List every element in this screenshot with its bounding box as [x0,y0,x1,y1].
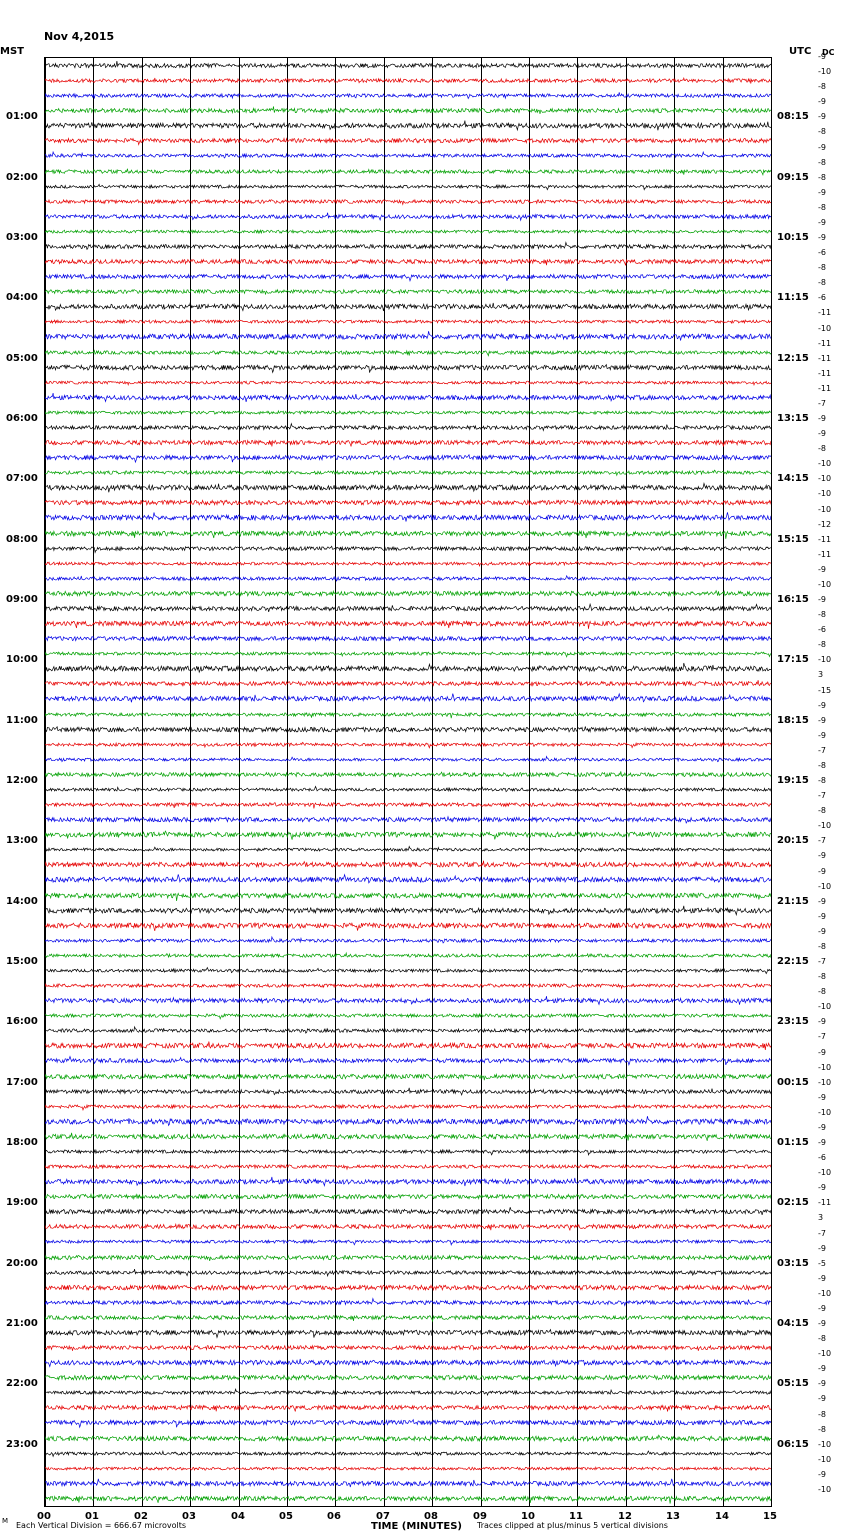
x-tick-label: 00 [37,1511,51,1522]
x-tick-label: 09 [473,1511,487,1522]
dc-value: -10 [818,1349,832,1359]
dc-value: -7 [818,1032,826,1042]
right-hour-label: 23:15 [777,1016,809,1028]
left-hour-label: 12:00 [6,775,38,786]
right-hour-label: 21:15 [777,895,809,907]
left-hour-label: 01:00 [6,111,38,123]
left-hour-label: 17:00 [6,1076,38,1088]
left-hour-label: 14:00 [6,895,38,907]
right-hour-label: 06:15 [777,1438,809,1450]
seismogram-plot [44,57,772,1507]
dc-value: -9 [818,564,826,574]
dc-value: -8 [818,202,826,212]
dc-value: -12 [818,519,832,529]
dc-value: -9 [818,1138,826,1147]
right-hour-label: 13:15 [777,413,809,424]
dc-value: -8 [818,776,826,785]
dc-value: -9 [818,1122,826,1132]
left-hour-label: 21:00 [6,1318,38,1329]
dc-value: -9 [818,217,826,227]
dc-value: -9 [818,1319,826,1328]
corner-mark: M [2,1517,9,1525]
right-hour-label: 16:15 [777,594,809,605]
dc-value: -10 [818,1107,832,1117]
dc-value: -8 [818,806,826,816]
left-hour-label: 07:00 [6,473,38,485]
right-hour-label: 15:15 [777,533,809,545]
right-hour-label: 17:15 [777,654,809,666]
x-tick-label: 14 [715,1511,729,1522]
right-hour-label: 14:15 [777,473,809,485]
dc-value: -7 [818,957,826,966]
footer-clip-note: Traces clipped at plus/minus 5 vertical divisions [477,1521,668,1530]
dc-value: -10 [818,1439,832,1449]
left-hour-label: 13:00 [6,835,38,847]
dc-value: -11 [818,353,832,363]
x-tick-label: 01 [85,1511,99,1522]
left-hour-label: 06:00 [6,413,38,424]
dc-value: -9 [818,715,826,725]
right-hour-label: 12:15 [777,352,809,364]
dc-value: -10 [818,1062,832,1072]
dc-value: -8 [818,444,826,454]
dc-value: -8 [818,1409,826,1419]
dc-value: -10 [818,323,832,333]
dc-value: -9 [818,1017,826,1027]
dc-value: -9 [818,700,826,710]
dc-value: -8 [818,610,826,620]
dc-value: -8 [818,640,826,650]
dc-value: -9 [818,233,826,242]
x-tick-label: 04 [231,1511,245,1522]
dc-value: -9 [818,429,826,439]
dc-value: -8 [818,82,826,92]
dc-value: -11 [818,1198,832,1208]
dc-value: -7 [818,398,826,408]
dc-value: -11 [818,383,832,393]
dc-value: -9 [818,911,826,921]
dc-value: -9 [818,1364,826,1374]
right-hour-label: 05:15 [777,1378,809,1390]
left-hour-label: 23:00 [6,1438,38,1450]
dc-value: -8 [818,941,826,951]
x-tick-label: 03 [182,1511,196,1522]
x-tick-label: 13 [666,1511,680,1522]
dc-value: -6 [818,248,826,258]
dc-value: -8 [818,760,826,770]
x-tick-label: 05 [279,1511,293,1522]
x-tick-label: 07 [376,1511,390,1522]
dc-value: -10 [818,489,832,499]
right-hour-label: 18:15 [777,714,809,726]
header-date: Nov 4,2015 [44,30,115,43]
left-hour-label: 05:00 [6,352,38,364]
dc-value: -10 [818,655,832,665]
dc-value: -15 [818,685,832,695]
dc-value: -9 [818,1469,826,1479]
dc-value: -7 [818,1228,826,1238]
dc-value: -9 [818,851,826,861]
dc-value: -9 [818,52,826,61]
left-hour-label: 02:00 [6,171,38,183]
dc-value: -9 [818,896,826,906]
dc-value: -9 [818,1379,826,1389]
dc-value: -8 [818,127,826,137]
dc-value: -8 [818,157,826,167]
right-hour-label: 03:15 [777,1257,809,1269]
dc-value: -9 [818,1092,826,1102]
dc-value: -11 [818,549,832,559]
dc-value: -8 [818,172,826,182]
right-hour-label: 08:15 [777,111,809,123]
right-hour-label: 02:15 [777,1197,809,1209]
right-hour-label: 20:15 [777,835,809,847]
dc-value: -7 [818,836,826,846]
dc-value: -8 [818,1424,826,1434]
dc-value: -10 [818,1002,832,1012]
dc-value: -10 [818,504,832,514]
dc-value: 3 [818,670,824,680]
dc-value: -5 [818,1258,826,1268]
left-hour-label: 16:00 [6,1016,38,1028]
dc-value: -9 [818,866,826,876]
dc-value: -8 [818,1334,826,1344]
dc-value: -9 [818,112,826,122]
dc-value: -9 [818,1394,826,1404]
right-hour-label: 19:15 [777,775,809,786]
dc-value: -10 [818,67,832,77]
dc-value: -9 [818,730,826,740]
right-hour-label: 22:15 [777,956,809,967]
left-hour-label: 09:00 [6,594,38,605]
dc-value: -7 [818,745,826,755]
dc-value: -9 [818,1243,826,1253]
left-hour-label: 03:00 [6,232,38,243]
x-axis-title: TIME (MINUTES) [371,1521,462,1532]
dc-value: -11 [818,338,832,348]
dc-value: -11 [818,534,832,544]
dc-value: -8 [818,263,826,273]
right-hour-label: 01:15 [777,1137,809,1148]
left-hour-label: 11:00 [6,714,38,726]
left-hour-label: 15:00 [6,956,38,967]
dc-value: -11 [818,308,832,318]
footer-scale-note: Each Vertical Division = 666.67 microvolts [16,1521,187,1530]
seismogram-trace [45,1482,773,1515]
right-hour-label: 04:15 [777,1318,809,1329]
left-axis-label: MST [0,46,24,57]
x-tick-label: 06 [327,1511,341,1522]
dc-value: -10 [818,821,832,831]
dc-value: -10 [818,1288,832,1298]
dc-value: -10 [818,1484,832,1494]
right-hour-label: 10:15 [777,232,809,243]
right-axis-label: UTC [789,46,812,57]
dc-value: -6 [818,1153,826,1163]
dc-value: -8 [818,972,826,982]
dc-value: -8 [818,987,826,997]
left-hour-label: 10:00 [6,654,38,666]
x-tick-label: 08 [424,1511,438,1522]
dc-value: -10 [818,459,832,469]
dc-value: -10 [818,881,832,891]
dc-value: -9 [818,1273,826,1283]
left-hour-label: 22:00 [6,1378,38,1390]
dc-value: -8 [818,278,826,288]
dc-value: -10 [818,474,832,484]
right-hour-label: 00:15 [777,1076,809,1088]
x-tick-label: 11 [569,1511,583,1522]
left-hour-label: 08:00 [6,533,38,545]
left-hour-label: 04:00 [6,292,38,304]
dc-value: -9 [818,187,826,197]
dc-value: -9 [818,414,826,423]
x-tick-label: 02 [134,1511,148,1522]
dc-value: -6 [818,625,826,635]
dc-value: 3 [818,1213,824,1223]
dc-value: -9 [818,97,826,107]
x-tick-label: 15 [763,1511,777,1522]
dc-value: -9 [818,1303,826,1313]
right-hour-label: 11:15 [777,292,809,304]
x-tick-label: 12 [618,1511,632,1522]
left-hour-label: 20:00 [6,1257,38,1269]
dc-value: -9 [818,1183,826,1193]
left-hour-label: 18:00 [6,1137,38,1148]
dc-value: -6 [818,293,826,303]
dc-value: -10 [818,579,832,589]
dc-value: -9 [818,1047,826,1057]
x-tick-label: 10 [521,1511,535,1522]
dc-value: -7 [818,791,826,801]
dc-value: -9 [818,595,826,604]
left-hour-label: 19:00 [6,1197,38,1209]
dc-value: -10 [818,1168,832,1178]
dc-value: -9 [818,142,826,152]
dc-value: -9 [818,926,826,936]
dc-value: -10 [818,1077,832,1087]
dc-value: -10 [818,1454,832,1464]
right-hour-label: 09:15 [777,171,809,183]
dc-value: -11 [818,368,832,378]
dc-axis-label: DC [822,48,835,57]
